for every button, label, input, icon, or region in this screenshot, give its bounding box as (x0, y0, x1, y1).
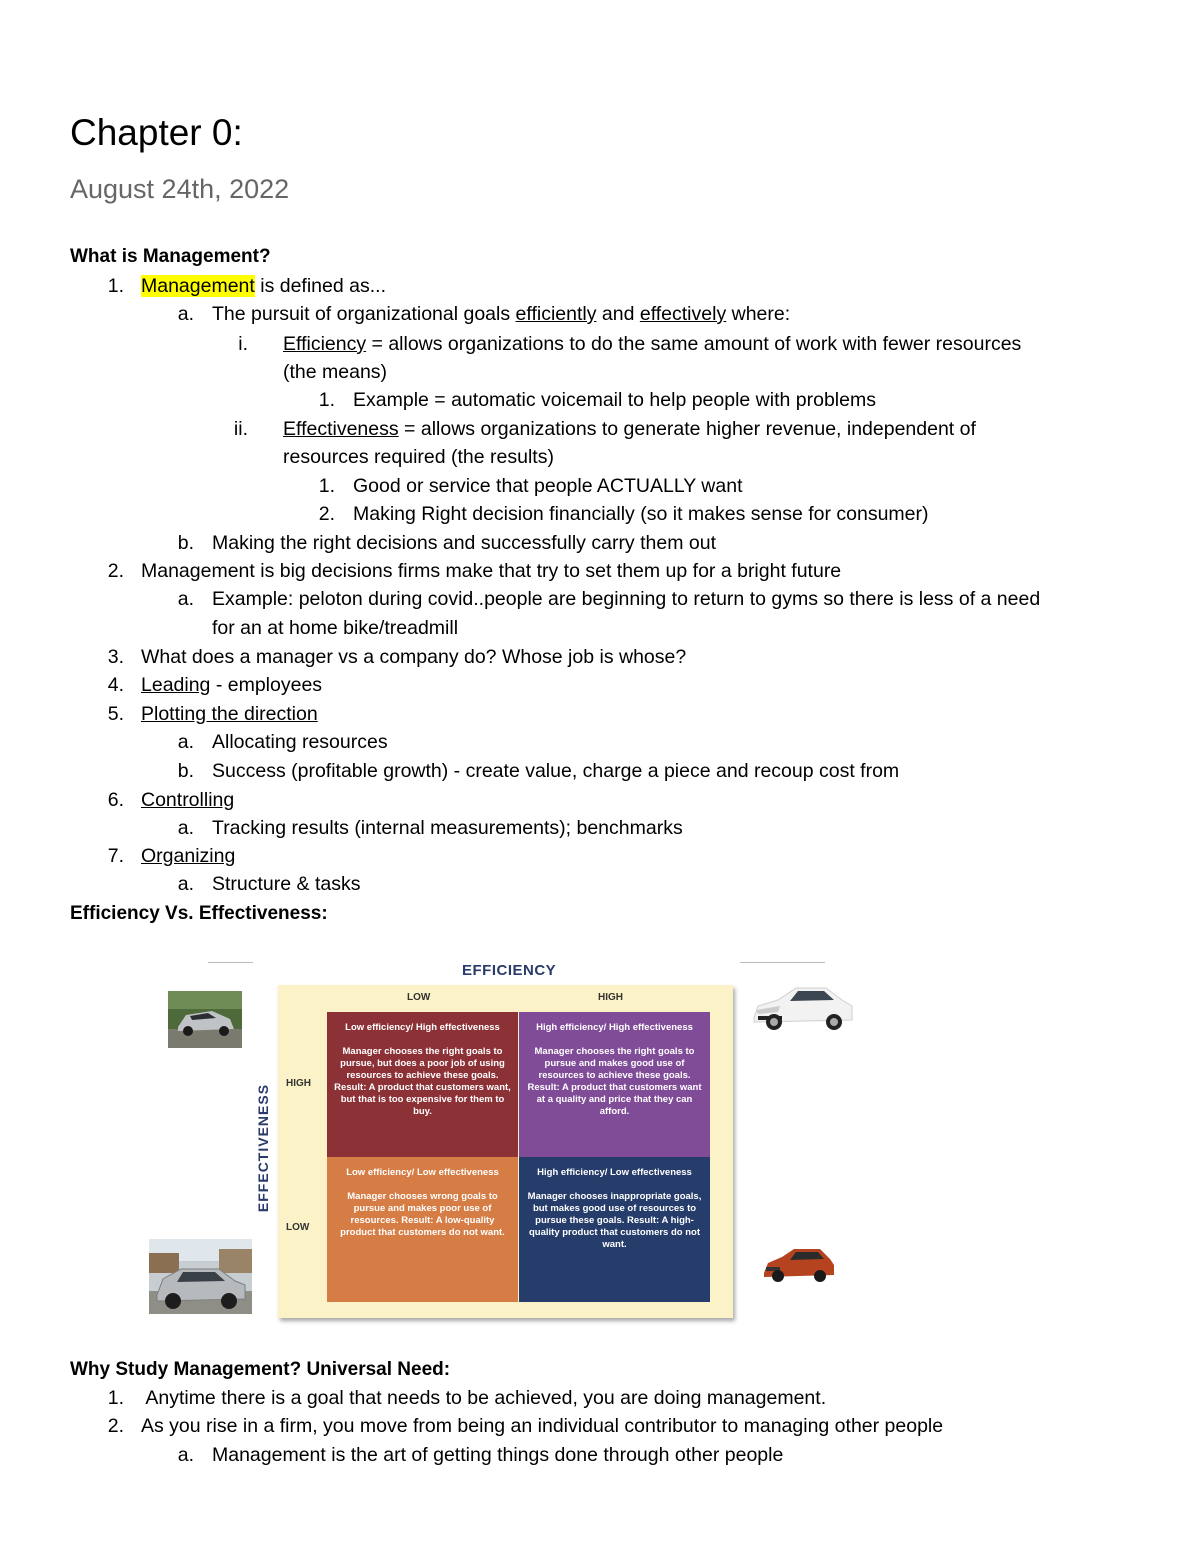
column-label-low: LOW (407, 992, 431, 1003)
section-heading-why-study-management: Why Study Management? Universal Need: (70, 1359, 451, 1380)
list-item-continuation: resources required (the results) (283, 446, 554, 468)
page-subtitle-date: August 24th, 2022 (70, 174, 290, 204)
document-page: Chapter 0: August 24th, 2022 What is Management? 1. Management is defined as... a. The pursuit of organizational goals efficiently and effectively where: i. Efficiency = allows organizations to do the same amount of work with fewer resources (the means) 1. Example = automatic voicemail to help people with problems ii. Effectiveness = allows organizations to generate higher revenue, independent of resources required (the results) 1. Good or service that people ACTUALLY want 2. Making Right decision financially (so it makes sense for consumer) b. Making the right decisions and successfully carry them out 2. Management is big decisions firms make that try to set them up for a bright future a. Example: peloton during covid..people are beginning to return to gyms so there is less of a need for an at home bike/treadmill 3. What does a manager vs a company do? Whose job is whose? 4. Leading - employees 5. Plotting the direction a. Allocating resources b. Success (profitable growth) - create value, charge a piece and recoup cost from 6. Controlling a. Tracking results (internal measurements); benchmarks 7. Organizing a. Structure & tasks Efficiency Vs. Effectiveness: EFFICIENCY LOW HIGH HIGH LOW EFFECTIVENESS Low efficiency/ High effectiveness Manager chooses the right goals to pursue, but does a poor job of using resources to achieve these goals. Result: A product that customers want, but that is too expensive for them to buy. High efficiency/ High effectiveness Manager chooses the right goals to pursue and makes good use of resources to achieve these goals. Result: A product that customers want at a quality and price that they can afford. Low efficiency/ Low effectiveness Manager chooses wrong goals to pursue and makes poor use of resources. Result: A low-quality product that customers do not want. High efficiency/ Low effectiveness Manager chooses inappropriate goals, but makes good use of resources to pursue these goals. Result: A high-quality product that customers do not want. Why Study Management? Universal Need: 1. Anytime there is a goal that needs to be achieved, you are doing management. 2. As you rise in a firm, you move from being an individual contributor to managing other people a. Management is the art of getting things done through other people (70, 112, 1041, 1466)
section-heading-what-is-management: What is Management? (70, 246, 271, 267)
row-label-high: HIGH (286, 1078, 311, 1089)
column-label-high: HIGH (598, 992, 623, 1003)
orange-suv-photo (760, 1243, 838, 1285)
highlighted-term: Management (141, 275, 255, 297)
matrix-cell-high-eff-low-eff: High efficiency/ Low effectiveness Manager chooses inappropriate goals, but makes good use of resources to pursue these goals. Result: A high-quality product that customers do not want. (519, 1157, 710, 1302)
matrix-cell-high-eff-high-eff: High efficiency/ High effectiveness Manager chooses the right goals to pursue and makes good use of resources to achieve these goals. Result: A product that customers want at a quality and price that they can afford. (519, 1012, 710, 1157)
matrix-cell-low-eff-high-eff: Low efficiency/ High effectiveness Manager chooses the right goals to pursue, but does a poor job of using resources to achieve these goals. Result: A product that customers want, but that is too expensive for them to buy. (327, 1012, 518, 1157)
row-label-low: LOW (286, 1222, 310, 1233)
list-item-continuation: (the means) (283, 361, 388, 383)
section-heading-efficiency-vs-effectiveness: Efficiency Vs. Effectiveness: (70, 903, 328, 924)
matrix-top-label: EFFICIENCY (462, 962, 557, 979)
list-item-continuation: for an at home bike/treadmill (212, 617, 459, 639)
matrix-side-label: EFFECTIVENESS (255, 1083, 271, 1213)
delorean-car-photo (168, 991, 242, 1048)
divider (208, 962, 253, 963)
divider (740, 962, 825, 963)
white-sedan-photo (750, 980, 856, 1034)
silver-suv-photo (149, 1239, 252, 1314)
matrix-cell-low-eff-low-eff: Low efficiency/ Low effectiveness Manager chooses wrong goals to pursue and makes poor use of resources. Result: A low-quality product that customers do not want. (327, 1157, 518, 1302)
page-title: Chapter 0: (70, 112, 243, 153)
